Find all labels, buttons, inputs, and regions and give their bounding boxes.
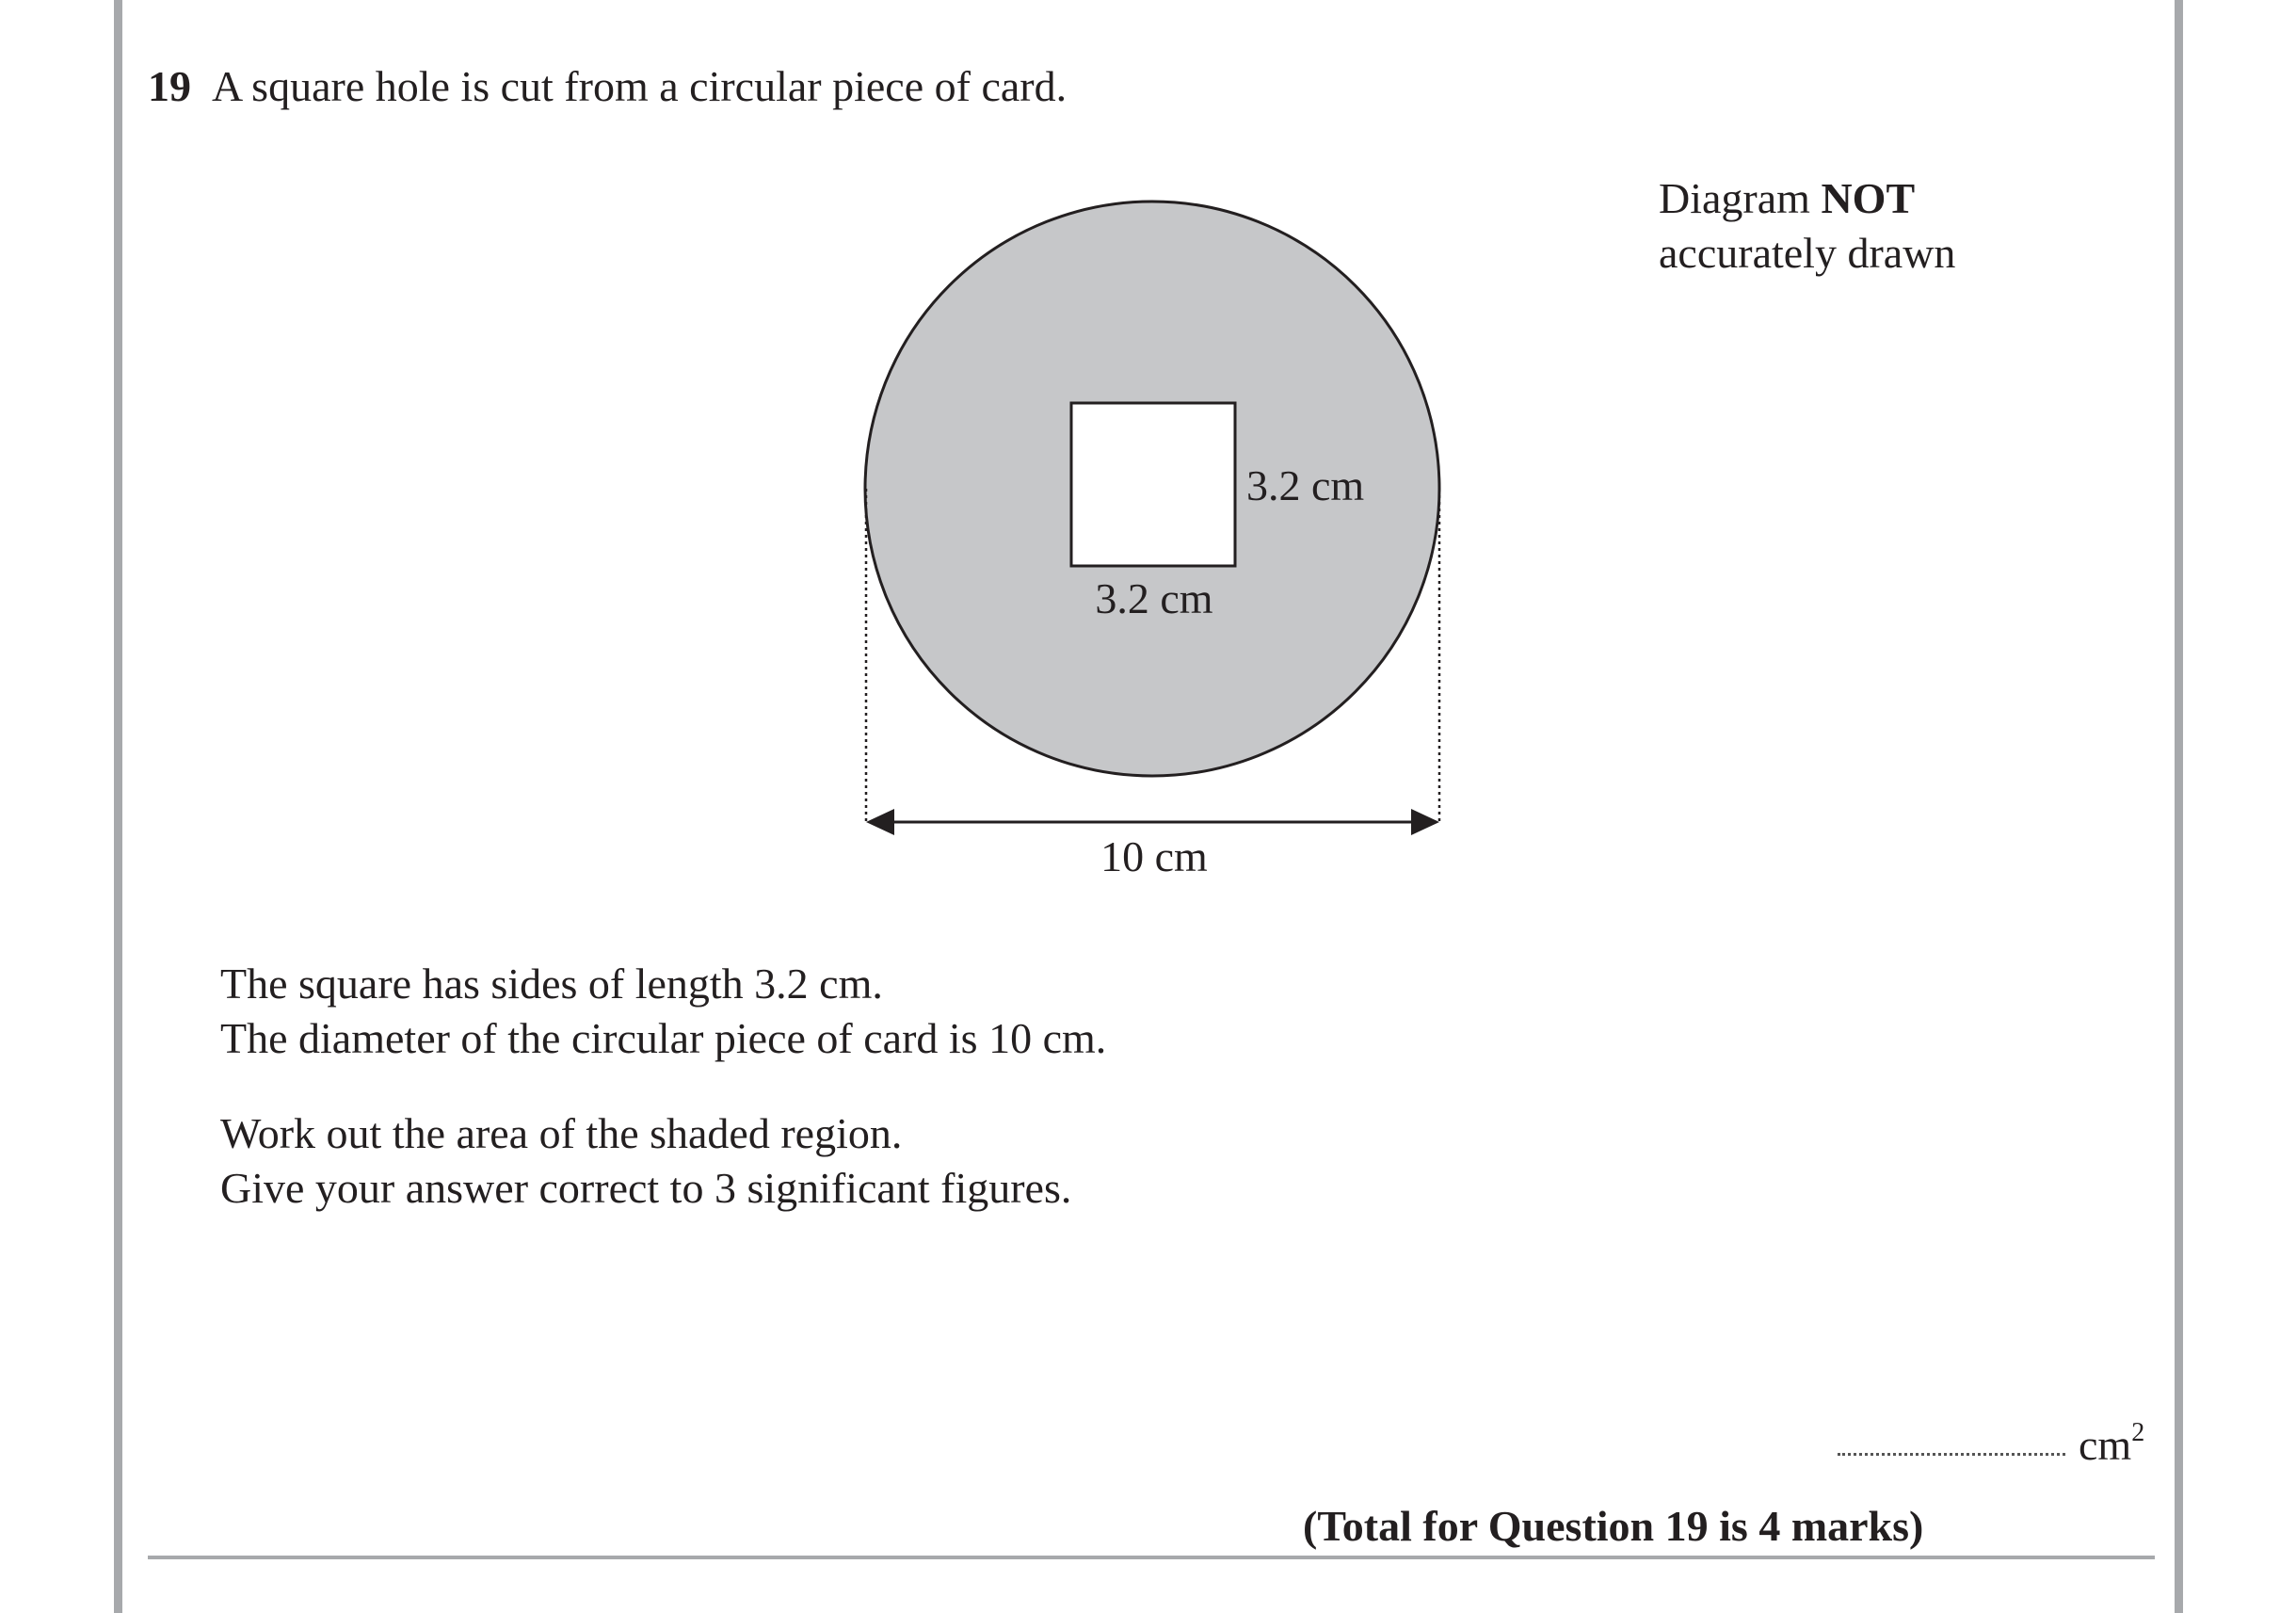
answer-unit-text: cm: [2079, 1421, 2132, 1469]
task-sig-figs: Give your answer correct to 3 significant figures.: [220, 1164, 1072, 1212]
disclaimer-diagram-word: Diagram: [1659, 174, 1822, 222]
square-bottom-label: 3.2 cm: [1095, 574, 1213, 622]
disclaimer-not-word: NOT: [1821, 174, 1916, 222]
square-right-label: 3.2 cm: [1246, 461, 1365, 509]
answer-unit: [2079, 1417, 2145, 1470]
diameter-arrowhead-right: [1411, 809, 1439, 835]
question-text: A square hole is cut from a circular piece of card.: [212, 62, 1068, 110]
task-work-out: Work out the area of the shaded region.: [220, 1109, 903, 1157]
square-hole: [1071, 403, 1235, 566]
answer-blank[interactable]: [1838, 1453, 2065, 1456]
disclaimer-accurately-drawn: accurately drawn: [1659, 229, 1956, 277]
answer-unit-power: 2: [2131, 1417, 2145, 1447]
total-marks: (Total for Question 19 is 4 marks): [1303, 1502, 1924, 1550]
given-information: [220, 957, 1106, 1066]
diameter-arrowhead-left: [866, 809, 894, 835]
answer-line[interactable]: [1838, 1417, 2145, 1470]
bottom-divider: [148, 1556, 2155, 1559]
question-number: 19: [148, 62, 191, 110]
info-circle-diameter: The diameter of the circular piece of card is 10 cm.: [220, 1014, 1107, 1062]
diameter-label: 10 cm: [1100, 832, 1208, 880]
task-instructions: [220, 1106, 1071, 1216]
info-square-side: The square has sides of length 3.2 cm.: [220, 960, 883, 1008]
